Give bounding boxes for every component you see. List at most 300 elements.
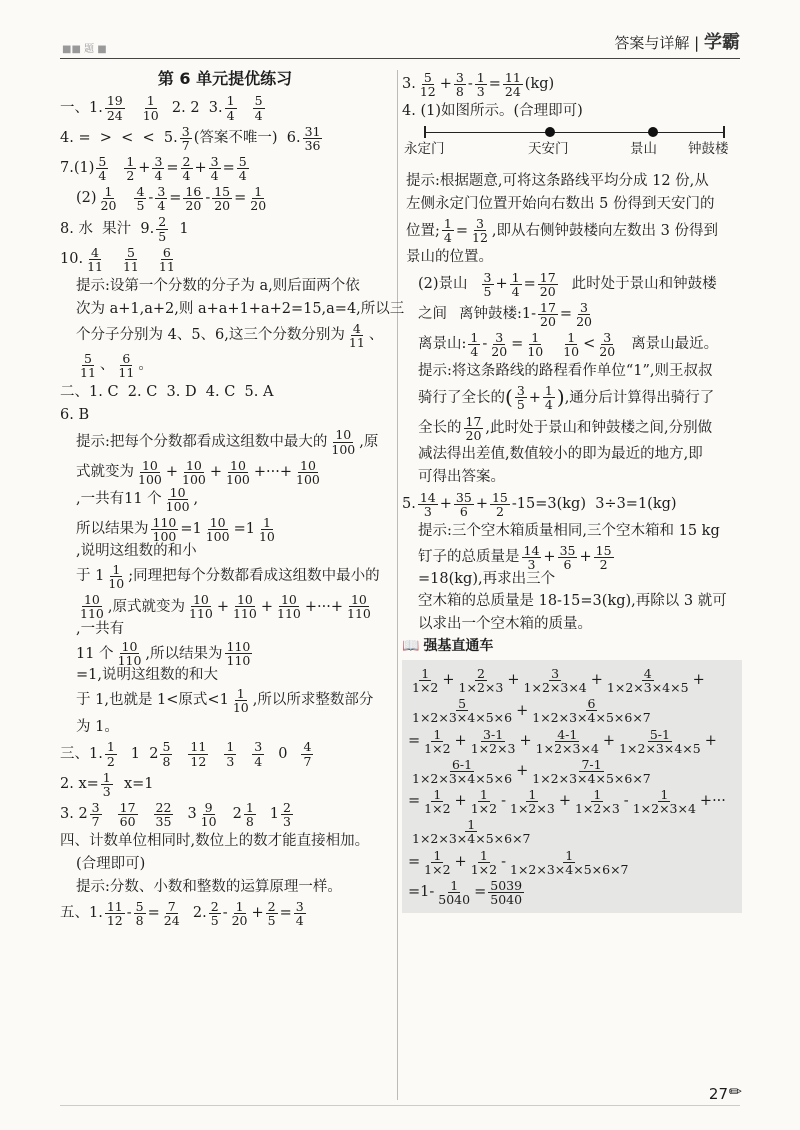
num: 1 — [450, 877, 459, 893]
den: 5040 — [490, 891, 523, 907]
num: 5039 — [490, 877, 523, 893]
answer-r-q5: 5. $\frac{14}{3}$ + $\frac{35}{6}$ + $\frac{15}{2}$ -15=3(kg) 3÷3=1(kg) — [402, 489, 677, 519]
hint-text: =1 — [180, 521, 202, 538]
label-zhonggulou: 钟鼓楼 — [688, 141, 729, 158]
fraction — [225, 640, 253, 667]
fraction — [597, 331, 617, 358]
num: 3 — [495, 330, 504, 345]
num: 1 — [660, 787, 669, 803]
fraction — [231, 687, 251, 714]
num: 1 — [476, 70, 485, 85]
fraction — [574, 301, 594, 328]
fraction — [558, 544, 578, 571]
fraction — [464, 415, 484, 442]
fraction — [410, 818, 533, 845]
num: 2 — [283, 799, 291, 815]
fraction — [253, 94, 265, 121]
num: 3 — [516, 383, 525, 399]
fraction — [454, 491, 474, 518]
hint-text: 于 1,也就是 1<原式<1 — [76, 692, 229, 709]
fraction — [410, 697, 514, 724]
fraction — [237, 155, 249, 182]
den: 110 — [117, 653, 142, 669]
den: 11 — [158, 258, 175, 274]
q-text: (答案不唯一) 6. — [193, 129, 301, 146]
num: 3 — [455, 70, 464, 85]
hint-text: 全长的 — [418, 419, 462, 436]
den: 4 — [226, 107, 235, 123]
num: 1 — [106, 739, 115, 755]
fraction — [303, 125, 323, 152]
op: - — [501, 793, 506, 810]
den: 5 — [136, 198, 145, 214]
op: + — [507, 672, 520, 689]
num: 1 — [146, 93, 155, 109]
fraction — [469, 788, 499, 815]
num: 1 — [470, 330, 479, 345]
fraction — [187, 593, 215, 620]
answer-q1 — [60, 94, 390, 121]
q-text: 1 2 — [130, 745, 159, 762]
num: 1 — [433, 787, 442, 803]
num: 1 — [531, 330, 540, 345]
den: 1×2 — [424, 801, 451, 817]
q-prefix: 5. — [402, 496, 416, 513]
den: 20 — [576, 313, 592, 329]
fraction — [522, 544, 542, 571]
fraction — [418, 491, 438, 518]
num: 4 — [91, 244, 99, 260]
fraction — [508, 788, 557, 815]
den: 4 — [154, 168, 163, 184]
fraction — [538, 271, 558, 298]
den: 1×2×3×4×5 — [619, 740, 701, 756]
num: 4 — [643, 666, 652, 682]
den: 1×2×3×4 — [535, 740, 599, 756]
fraction — [162, 900, 182, 927]
den: 4 — [157, 198, 166, 214]
num: 110 — [152, 515, 177, 531]
den: 5 — [516, 397, 525, 413]
hint-text: ,说明这组数的和小 — [76, 543, 197, 560]
den: 1×2×3×4×5×6×7 — [510, 861, 629, 877]
num: 1 — [262, 515, 271, 531]
den: 20 — [214, 198, 231, 214]
den: 12 — [419, 84, 436, 100]
num: 3 — [603, 330, 612, 345]
fraction — [78, 352, 98, 379]
num: 1 — [421, 666, 430, 682]
den: 5 — [210, 913, 219, 929]
q-prefix: 一、1. — [60, 99, 103, 116]
num: 7-1 — [581, 756, 602, 772]
num: 16 — [185, 184, 202, 200]
fraction — [457, 667, 506, 694]
fraction — [470, 217, 490, 244]
num: 1 — [112, 562, 121, 578]
fraction — [99, 185, 119, 212]
fraction — [244, 801, 256, 828]
page-header — [0, 0, 800, 60]
fraction — [85, 246, 105, 273]
header-tag: ■■ 题 ■ — [62, 44, 107, 55]
box-row-5 — [408, 788, 736, 815]
fraction — [116, 352, 136, 379]
num: 1 — [479, 847, 488, 863]
fraction — [329, 428, 357, 455]
den: 1×2×3×4×5×6×7 — [412, 831, 531, 847]
num: 14 — [523, 543, 540, 558]
answer-q10 — [60, 246, 390, 273]
q-text: 8. 水 果汁 9. — [60, 220, 155, 237]
fraction — [154, 801, 174, 828]
den: 4 — [210, 168, 219, 184]
answer-r-q3: 3. $\frac{5}{12}$ + $\frac{3}{8}$ - $\frac{1}{3}$ = $\frac{11}{24}$ (kg) — [402, 70, 555, 100]
den: 4 — [443, 230, 452, 246]
fraction — [617, 728, 703, 755]
hint-text: +···+ — [304, 598, 343, 615]
fraction — [422, 849, 452, 876]
fraction — [561, 331, 581, 358]
den: 1×2×3 — [458, 680, 504, 696]
num: 3 — [157, 184, 166, 200]
box-row-8 — [408, 879, 736, 906]
den: 7 — [181, 137, 190, 153]
fraction — [90, 801, 102, 828]
fraction — [605, 667, 691, 694]
route-dot-jingshan — [648, 127, 658, 137]
q-text: 6. B — [60, 407, 90, 424]
num: 3 — [181, 123, 190, 139]
num: 1 — [567, 330, 576, 345]
q-text: 二、1. C 2. C 3. D 4. C 5. A — [60, 384, 274, 401]
fraction — [538, 301, 558, 328]
hint-r-q4-2: 提示:将这条路线的路程看作单位“1”,则王叔叔 骑行了全长的 ( $\frac{3}{5}$ + $\frac{1}{4}$ ) ,通分后计算得出骑行了 全长的 $\frac{17}{20}$ ,此时处于景山和钟鼓楼之间,分别做 减法得出差值,数值较小的即为最近的地方,即 可得出答案。 — [418, 362, 715, 486]
den: 36 — [304, 137, 321, 153]
fraction — [410, 667, 440, 694]
fraction — [631, 788, 698, 815]
den: 1×2 — [424, 740, 451, 756]
hint-text: 提示:将这条路线的路程看作单位“1”,则王叔叔 — [418, 362, 713, 379]
fraction — [224, 459, 252, 486]
hint-text: 提示:设第一个分数的分子为 a,则后面两个依 — [76, 277, 360, 294]
answer-sec3-3 — [60, 801, 390, 828]
fraction — [530, 697, 653, 724]
fraction — [225, 94, 237, 121]
num: 10 — [169, 484, 186, 500]
den: 100 — [331, 441, 356, 457]
op: = — [408, 732, 421, 749]
fraction — [106, 563, 126, 590]
answer-q7-1: 7.(1) $\frac{5}{4}$ $\frac{1}{2}$ + $\frac{3}{4}$ = $\frac{2}{4}$ + $\frac{3}{4}$ = $\frac{5}{4}$ — [60, 153, 247, 184]
op: + — [704, 732, 717, 749]
header-title — [614, 28, 740, 54]
op: +··· — [699, 793, 726, 810]
num: 2 — [182, 153, 191, 169]
q-text: 1 — [269, 806, 279, 823]
header-brand: 学霸 — [704, 32, 740, 53]
answer-q8 — [60, 215, 390, 242]
den: 6 — [459, 503, 468, 519]
den: 20 — [100, 198, 117, 214]
num: 5 — [254, 93, 263, 109]
den: 20 — [539, 283, 556, 299]
q-text: 2. x= — [60, 775, 99, 792]
num: 14 — [419, 489, 436, 505]
den: 20 — [185, 198, 202, 214]
den: 100 — [296, 471, 320, 487]
num: 5 — [83, 351, 92, 367]
hint-text: 为 1。 — [76, 719, 119, 736]
den: 20 — [599, 344, 616, 360]
fraction — [209, 900, 221, 927]
num: 1 — [126, 153, 135, 169]
fraction — [347, 322, 367, 349]
answer-sec2 — [60, 382, 390, 402]
q-prefix: 三、1. — [60, 745, 103, 762]
hint-text: 钉子的总质量是 — [418, 549, 520, 566]
den: 1×2×3×4×5 — [606, 680, 689, 696]
q-prefix: 4. = > < < 5. — [60, 129, 178, 146]
pencil-icon: ✏ — [728, 1082, 742, 1101]
num: 10 — [230, 457, 246, 473]
num: 15 — [595, 543, 612, 558]
fraction — [160, 740, 172, 767]
den: 110 — [188, 606, 213, 622]
fraction — [436, 879, 472, 906]
den: 10 — [563, 344, 580, 360]
unit: (kg) — [524, 76, 555, 93]
q-prefix: 7.(1) — [60, 160, 95, 177]
den: 35 — [155, 814, 172, 830]
fraction — [105, 94, 125, 121]
den: 10 — [142, 107, 159, 123]
den: 2 — [126, 168, 135, 184]
num: 3 — [551, 666, 560, 682]
den: 3 — [527, 557, 536, 573]
den: 11 — [118, 365, 135, 381]
den: 1×2 — [412, 680, 439, 696]
q-text: 离景山最近。 — [631, 336, 719, 353]
fraction — [266, 900, 278, 927]
den: 3 — [423, 503, 432, 519]
den: 10 — [200, 814, 217, 830]
op: + — [558, 793, 571, 810]
answer-sec4-note — [60, 854, 390, 874]
fraction — [482, 271, 494, 298]
hint-text: ,原式就变为 — [107, 598, 185, 615]
fraction — [252, 740, 264, 767]
den: 24 — [163, 913, 180, 929]
box-row-4 — [408, 758, 736, 785]
num: 10 — [280, 592, 297, 608]
num: 2 — [210, 899, 219, 915]
op: + — [602, 732, 616, 749]
num: 1 — [433, 726, 442, 742]
den: 20 — [540, 313, 556, 329]
den: 3 — [102, 783, 111, 799]
op: = — [408, 793, 421, 810]
num: 19 — [106, 93, 123, 109]
den: 1×2×3×4 — [523, 680, 587, 696]
q-prefix: (2) — [76, 190, 97, 207]
fraction — [469, 849, 499, 876]
hint-text: ,一共有11 个 — [76, 491, 162, 508]
hint-text: 所以结果为 — [76, 521, 149, 538]
fraction — [230, 900, 250, 927]
den: 5 — [267, 913, 276, 929]
den: 1×2 — [470, 801, 498, 817]
q-text: 离景山: — [418, 336, 467, 353]
num: 1 — [245, 799, 254, 815]
den: 4 — [295, 913, 304, 929]
q-text: 四、计数单位相同时,数位上的数才能直接相加。 — [60, 832, 370, 849]
answer-r-q4-2c: 离景山: $\frac{1}{4}$ - $\frac{3}{20}$ = $\frac{1}{10}$ $\frac{1}{10}$ < $\frac{3}{20}$ 离景山最近。 — [418, 330, 719, 360]
den: 110 — [226, 653, 251, 669]
den: 4 — [470, 344, 479, 360]
num: 5 — [458, 696, 467, 712]
num: 10 — [300, 457, 316, 473]
header-right-text: 答案与详解 | — [614, 34, 700, 52]
hint-text: 式就变为 — [76, 463, 134, 480]
answer-r-q4-2b: 之间 离钟鼓楼:1- $\frac{17}{20}$ = $\frac{3}{20}$ — [418, 299, 592, 329]
page-number: 27 — [708, 1085, 728, 1103]
q-text: 离钟鼓楼:1- — [459, 306, 537, 323]
hint-text: 提示:三个空木箱质量相同,三个空木箱和 15 kg — [418, 522, 720, 539]
hint-text: =18(kg),再求出三个 — [418, 571, 556, 588]
hint-sec4 — [60, 877, 390, 897]
num: 1 — [433, 847, 442, 863]
op: + — [442, 672, 455, 689]
den: 110 — [347, 606, 371, 622]
num: 5 — [126, 244, 135, 260]
num: 10 — [192, 592, 209, 608]
num: 35 — [559, 543, 576, 558]
hint-text: 提示:根据题意,可将这条路线平均分成 12 份,从 — [406, 172, 709, 189]
fraction — [525, 331, 545, 358]
hint-text: 次为 a+1,a+2,则 a+a+1+a+2=15,a=4,所以三 — [76, 300, 405, 317]
fraction — [489, 331, 509, 358]
op: = — [408, 853, 421, 870]
num: 3 — [154, 153, 163, 169]
hint-text: 可得出答案。 — [418, 469, 505, 486]
fraction — [141, 94, 161, 121]
den: 110 — [232, 606, 257, 622]
den: 1×2×3×4×5×6 — [412, 710, 513, 726]
hint-text: 左侧永定门位置开始向右数出 5 份得到天安门的 — [406, 195, 715, 212]
hint-r-q5: 提示:三个空木箱质量相同,三个空木箱和 15 kg 钉子的总质量是 $\frac{14}{3}$ + $\frac{35}{6}$ + $\frac{15}{2}$ =18(kg),再求出三个 空木箱的总质量是 18-15=3(kg),再除以 3 就可 以求出一个空木箱的质量。 — [418, 522, 727, 632]
route-diagram — [404, 124, 742, 168]
q-text: 1 — [170, 220, 189, 237]
den: 4 — [238, 168, 247, 184]
fraction — [134, 185, 146, 212]
num: 1 — [235, 899, 244, 915]
q-text: (合理即可) — [76, 855, 146, 872]
den: 3 — [476, 84, 485, 100]
den: 11 — [87, 258, 103, 274]
q-text: 0 — [278, 745, 288, 762]
den: 7 — [303, 753, 312, 769]
hint-text: =1,说明这组数的和大 — [76, 667, 218, 684]
den: 2 — [599, 557, 608, 573]
q-prefix: 3. — [402, 76, 416, 93]
fraction — [294, 459, 322, 486]
den: 10 — [108, 576, 125, 592]
hint-text: 空木箱的总质量是 18-15=3(kg),再除以 3 就可 — [418, 592, 727, 609]
den: 1×2×3×4×5×6×7 — [532, 770, 651, 786]
hint-text: 11 个 — [76, 645, 114, 662]
hint-text: 减法得出差值,数值较小的即为最近的地方,即 — [418, 446, 703, 463]
num: 10 — [209, 515, 226, 531]
challenge-box — [402, 660, 742, 913]
fraction — [534, 728, 601, 755]
den: 7 — [91, 814, 100, 830]
op: + — [454, 793, 467, 810]
num: 1 — [479, 787, 488, 803]
fraction — [410, 758, 514, 785]
q-prefix: 3. 2 — [60, 806, 88, 823]
fraction — [490, 491, 510, 518]
hint-text: 提示:分数、小数和整数的运算原理一样。 — [76, 878, 342, 895]
fraction — [164, 486, 192, 513]
fraction — [105, 900, 125, 927]
num: 1 — [593, 787, 602, 803]
section-title: 第 6 单元提优练习 — [157, 69, 293, 88]
num: 17 — [465, 413, 482, 429]
answer-r-q4 — [402, 101, 742, 121]
den: 3 — [226, 753, 235, 769]
den: 20 — [250, 198, 267, 214]
num: 1 — [104, 184, 113, 200]
fraction — [231, 593, 259, 620]
den: 110 — [277, 606, 301, 622]
q-text: 2. 2 3. — [162, 99, 223, 116]
num: 6 — [162, 244, 171, 260]
op: + — [590, 672, 603, 689]
op: = — [474, 884, 487, 901]
fraction — [134, 900, 146, 927]
den: 20 — [491, 344, 508, 360]
op: =1- — [408, 884, 435, 901]
fraction — [488, 879, 524, 906]
den: 100 — [205, 529, 230, 545]
fraction — [422, 788, 452, 815]
den: 5 — [483, 283, 492, 299]
q-text: 4. (1)如图所示。(合理即可) — [402, 102, 583, 119]
footer-rule — [60, 1105, 740, 1106]
answer-sec4 — [60, 831, 390, 851]
fraction — [180, 459, 208, 486]
fraction — [136, 459, 164, 486]
num: 17 — [119, 799, 136, 815]
fraction — [469, 728, 518, 755]
hint-text: 骑行了全长的 — [418, 389, 505, 406]
answer-r-q4-2: (2)景山 $\frac{3}{5}$ + $\frac{1}{4}$ = $\frac{17}{20}$ 此时处于景山和钟鼓楼 — [418, 269, 717, 299]
q-prefix: 10. — [60, 250, 84, 267]
num: 3 — [580, 299, 588, 315]
label-tiananmen: 天安门 — [528, 141, 569, 158]
hint-text: 个分子分别为 4、5、6,这三个分数分别为 — [76, 327, 345, 344]
num: 6-1 — [451, 756, 473, 772]
hint-text: ,通分后计算得出骑行了 — [564, 389, 715, 406]
num: 10 — [185, 457, 202, 473]
num: 2 — [476, 666, 485, 682]
num: 17 — [540, 299, 556, 315]
hint-r-q4: 提示:根据题意,可将这条路线平均分成 12 份,从 左侧永定门位置开始向右数出 5 份得到天安门的 位置; $\frac{1}{4}$ = $\frac{3}{12}$ ,即从右侧钟鼓楼向左数出 3 份得到 景山的位置。 — [406, 172, 718, 266]
num: 4 — [352, 320, 361, 336]
right-column — [402, 68, 742, 913]
den: 1×2 — [470, 861, 498, 877]
